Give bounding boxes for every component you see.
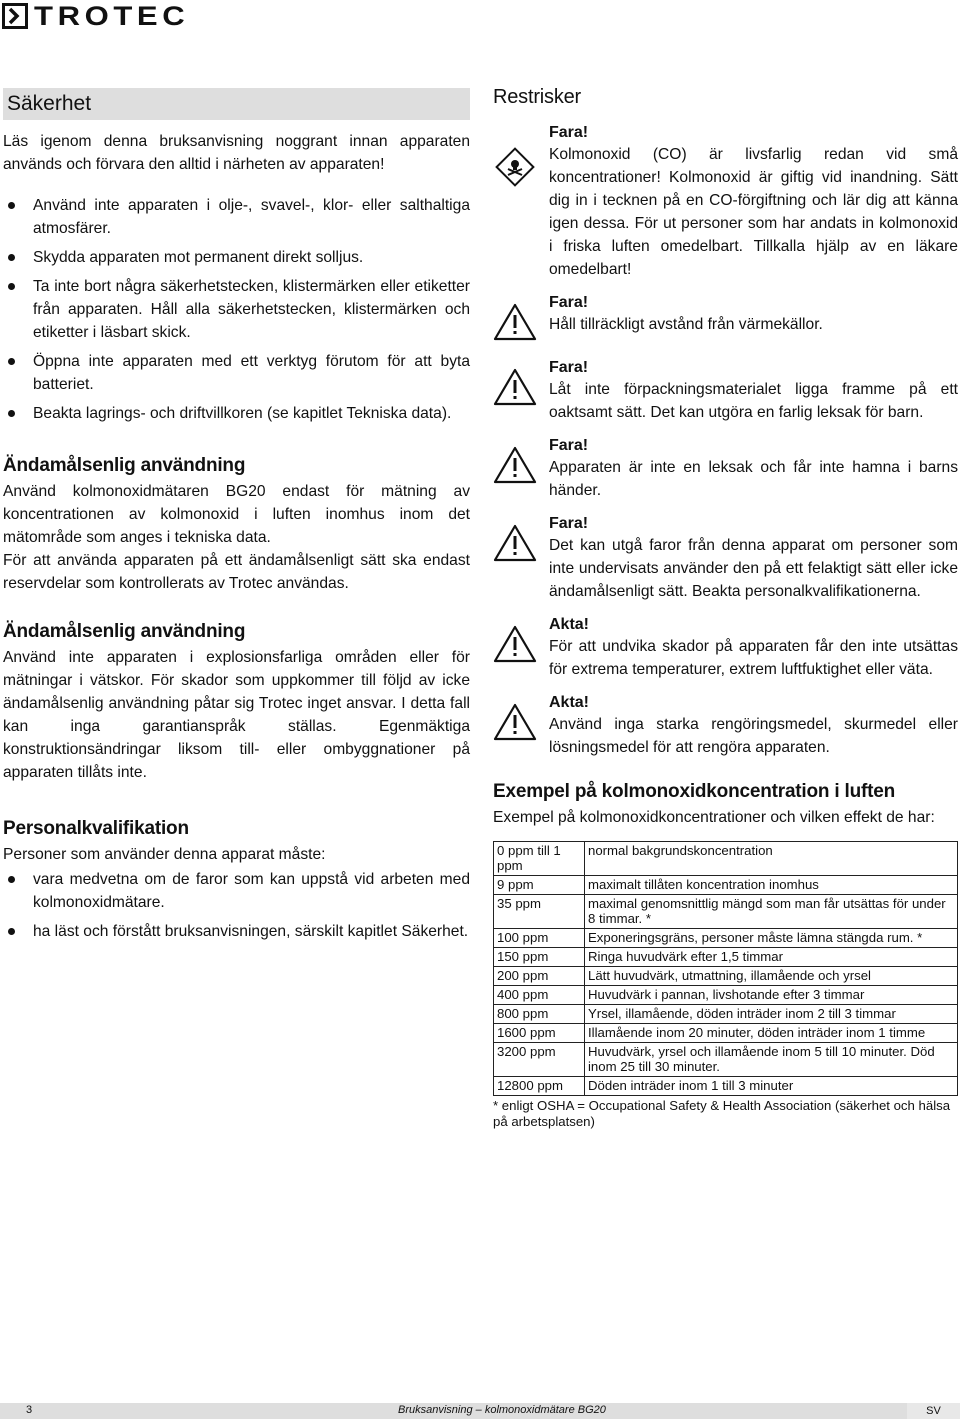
concentration-cell: 150 ppm	[494, 948, 585, 967]
concentration-cell: 400 ppm	[494, 986, 585, 1005]
warning-title: Fara!	[549, 437, 589, 454]
warning-text: Använd inga starka rengöringsmedel, skurmedel eller lösningsmedel för att rengöra apparaten.	[549, 716, 958, 756]
co-table	[493, 841, 958, 1096]
effect-cell: Illamående inom 20 minuter, döden inträder inom 1 timme	[585, 1024, 958, 1043]
list-item: Skydda apparaten mot permanent direkt solljus.	[3, 246, 470, 269]
table-row	[494, 1024, 958, 1043]
personnel-heading: Personalkvalifikation	[3, 818, 189, 839]
effect-cell: Lätt huvudvärk, utmattning, illamående och yrsel	[585, 967, 958, 986]
warning-title: Fara!	[549, 515, 589, 532]
table-row	[494, 1077, 958, 1096]
concentration-cell: 1600 ppm	[494, 1024, 585, 1043]
warning-block	[493, 615, 958, 681]
warning-text: Låt inte förpackningsmaterialet ligga framme på ett oaktsamt sätt. Det kan utgöra en farlig leksak för barn.	[549, 381, 958, 421]
list-item: vara medvetna om de faror som kan uppstå vid arbeten med kolmonoxidmätare.	[3, 868, 470, 914]
warning-text: För att undvika skador på apparaten får den inte utsättas för extrema temperaturer, extrem luftfuktighet eller väta.	[549, 638, 958, 678]
brand-logo	[2, 0, 190, 31]
brand-logo-text: TROTEC	[34, 0, 190, 31]
footer-title: Bruksanvisning – kolmonoxidmätare BG20	[398, 1404, 606, 1416]
intended-use-para-2: Använd inte apparaten i explosionsfarliga områden eller för mätningar i vätskor. För skador som uppkommer till följd av icke ändamålsenlig användning påtar sig Trotec inget ansvar. I detta fall kan inga garantianspråk ställas. Egenmäktiga konstruktionsändringar liksom till- eller ombyggnationer på apparaten tillåts inte.	[3, 649, 470, 781]
list-item: ha läst och förstått bruksanvisningen, särskilt kapitlet Säkerhet.	[3, 920, 470, 943]
effect-cell: Huvudvärk, yrsel och illamående inom 5 till 10 minuter. Död inom 25 till 30 minuter.	[585, 1043, 958, 1077]
warning-icon	[493, 625, 537, 663]
warning-icon	[493, 446, 537, 484]
effect-cell: Döden inträder inom 1 till 3 minuter	[585, 1077, 958, 1096]
warning-block	[493, 293, 958, 346]
warning-icon	[493, 368, 537, 406]
concentration-cell: 800 ppm	[494, 1005, 585, 1024]
page-number: 3	[26, 1404, 33, 1416]
effect-cell: Exponeringsgräns, personer måste lämna stängda rum. *	[585, 929, 958, 948]
risks-heading: Restrisker	[493, 86, 582, 108]
personnel-intro: Personer som använder denna apparat måste:	[3, 846, 326, 863]
safety-heading: Säkerhet	[3, 88, 470, 120]
warning-icon	[493, 524, 537, 562]
safety-list	[3, 194, 470, 425]
warning-text: Apparaten är inte en leksak och får inte hamna i barns händer.	[549, 459, 958, 499]
toxic-icon	[493, 145, 537, 189]
effect-cell: Yrsel, illamående, döden inträder inom 2 till 3 timmar	[585, 1005, 958, 1024]
safety-intro: Läs igenom denna bruksanvisning noggrant innan apparaten används och förvara den alltid i närheten av apparaten!	[3, 133, 470, 173]
warning-block	[493, 436, 958, 502]
language-code: SV	[907, 1403, 960, 1419]
trotec-logo-icon	[2, 3, 28, 29]
effect-cell: normal bakgrundskoncentration	[585, 842, 958, 876]
intended-use-heading-2: Ändamålsenlig användning	[3, 621, 246, 642]
concentration-cell: 12800 ppm	[494, 1077, 585, 1096]
warning-block	[493, 358, 958, 424]
table-row	[494, 986, 958, 1005]
warning-text: Det kan utgå faror från denna apparat om personer som inte undervisats använder den på ett felaktigt sätt eller icke ändamålsenligt sätt. Beakta personalkvalifikationerna.	[549, 537, 958, 600]
warning-block	[493, 693, 958, 759]
table-row	[494, 1043, 958, 1077]
warning-text: Håll tillräckligt avstånd från värmekällor.	[549, 316, 823, 333]
intended-use-para: Använd kolmonoxidmätaren BG20 endast för mätning av koncentrationen av kolmonoxid i luften inomhus inom det mätområde som anges i tekniska data.	[3, 483, 470, 546]
concentration-cell: 35 ppm	[494, 895, 585, 929]
left-column	[3, 88, 470, 949]
example-heading: Exempel på kolmonoxidkoncentration i luften	[493, 781, 896, 802]
effect-cell: maximalt tillåten koncentration inomhus	[585, 876, 958, 895]
table-row	[494, 876, 958, 895]
effect-cell: maximal genomsnittlig mängd som man får utsättas för under 8 timmar. *	[585, 895, 958, 929]
concentration-cell: 0 ppm till 1 ppm	[494, 842, 585, 876]
warning-title: Akta!	[549, 694, 590, 711]
warning-icon	[493, 703, 537, 741]
warning-text: Kolmonoxid (CO) är livsfarlig redan vid små koncentrationer! Kolmonoxid är giftig vid inandning. Sätt dig in i tecknen på en CO-förgiftning och lär dig att känna igen dessa. För ut personer som har andats in kolmonoxid i friska luften omedelbart. Tillkalla hjälp av en läkare omedelbart!	[549, 146, 958, 278]
warning-block	[493, 123, 958, 281]
table-row	[494, 842, 958, 876]
table-row	[494, 1005, 958, 1024]
table-row	[494, 948, 958, 967]
table-footnote: * enligt OSHA = Occupational Safety & Health Association (säkerhet och hälsa på arbetsplatsen)	[493, 1098, 951, 1129]
concentration-cell: 200 ppm	[494, 967, 585, 986]
page-footer	[0, 1403, 960, 1419]
right-column	[493, 86, 958, 1130]
list-item: Öppna inte apparaten med ett verktyg förutom för att byta batteriet.	[3, 350, 470, 396]
concentration-cell: 3200 ppm	[494, 1043, 585, 1077]
personnel-list	[3, 868, 470, 943]
effect-cell: Ringa huvudvärk efter 1,5 timmar	[585, 948, 958, 967]
effect-cell: Huvudvärk i pannan, livshotande efter 3 timmar	[585, 986, 958, 1005]
list-item: Beakta lagrings- och driftvillkoren (se kapitlet Tekniska data).	[3, 402, 470, 425]
warning-title: Akta!	[549, 616, 590, 633]
concentration-cell: 100 ppm	[494, 929, 585, 948]
table-row	[494, 967, 958, 986]
example-intro: Exempel på kolmonoxidkoncentrationer och vilken effekt de har:	[493, 809, 935, 826]
table-row	[494, 929, 958, 948]
warning-block	[493, 514, 958, 603]
warning-title: Fara!	[549, 359, 589, 376]
list-item: Ta inte bort några säkerhetstecken, klistermärken eller etiketter från apparaten. Håll alla säkerhetstecken, klistermärken och etiketter i läsbart skick.	[3, 275, 470, 344]
list-item: Använd inte apparaten i olje-, svavel-, klor- eller salthaltiga atmosfärer.	[3, 194, 470, 240]
intended-use-heading: Ändamålsenlig användning	[3, 455, 246, 476]
concentration-cell: 9 ppm	[494, 876, 585, 895]
table-row	[494, 895, 958, 929]
intended-use-para: För att använda apparaten på ett ändamålsenligt sätt ska endast reservdelar som kontrollerats av Trotec användas.	[3, 552, 470, 592]
warning-title: Fara!	[549, 294, 589, 311]
warning-icon	[493, 303, 537, 341]
warning-title: Fara!	[549, 124, 589, 141]
